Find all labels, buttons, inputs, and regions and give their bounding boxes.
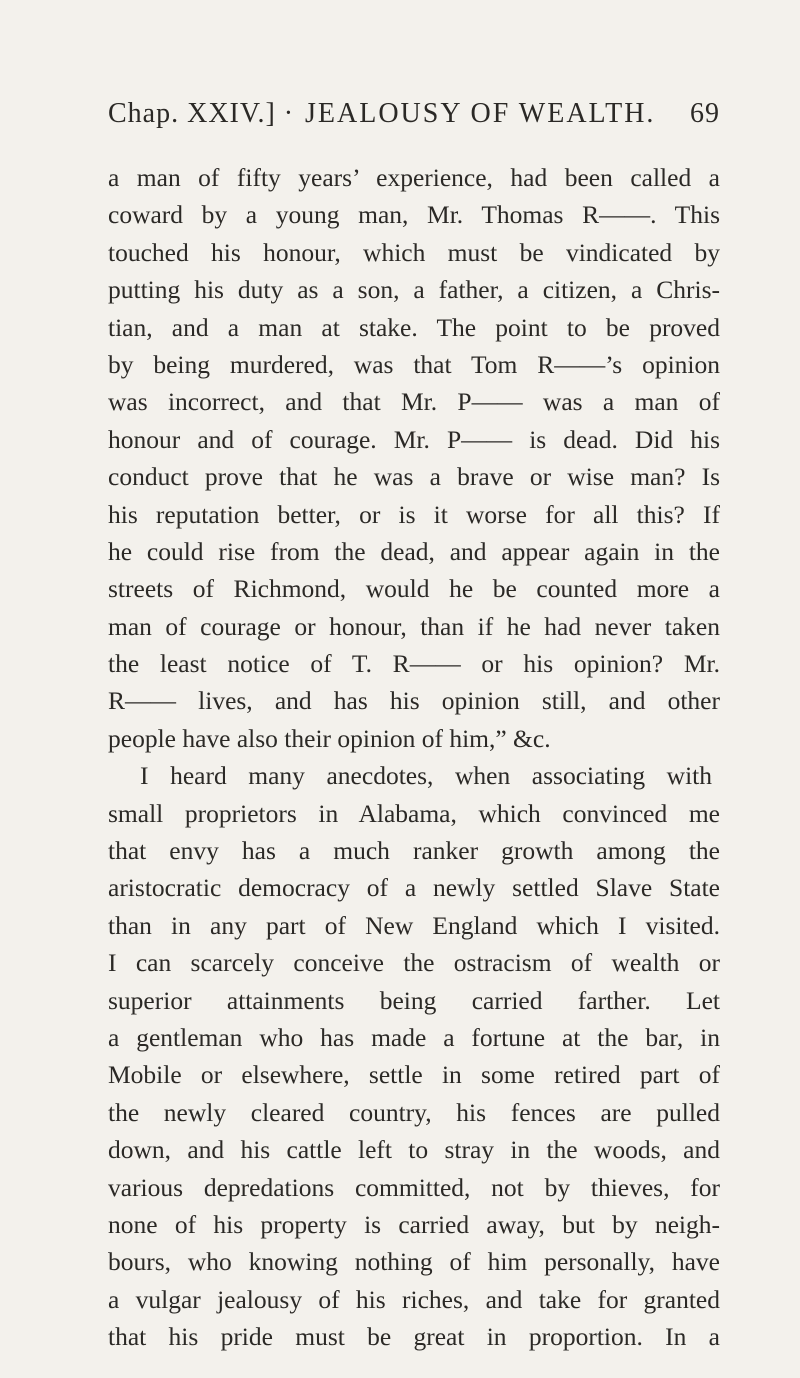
text-line: I can scarcely conceive the ostracism of wealth or	[108, 948, 720, 978]
text-line: conduct prove that he was a brave or wise man? Is	[108, 462, 720, 492]
text-line: a man of fifty years’ experience, had been called a	[108, 163, 720, 192]
text-line: the newly cleared country, his fences are pulled	[108, 1097, 720, 1127]
text-line: a vulgar jealousy of his riches, and take for granted	[108, 1284, 720, 1314]
text-line: none of his property is carried away, but by neigh-	[108, 1209, 720, 1239]
text-line: touched his honour, which must be vindicated by	[108, 237, 720, 267]
text-line: putting his duty as a son, a father, a citizen, a Chris-	[108, 275, 720, 305]
text-line: superior attainments being carried farther. Let	[108, 985, 720, 1015]
text-line: that envy has a much ranker growth among the	[108, 836, 720, 866]
text-line: bours, who knowing nothing of him personally, have	[108, 1247, 720, 1277]
text-line: honour and of courage. Mr. P—— is dead. Did his	[108, 424, 720, 454]
text-line: was incorrect, and that Mr. P—— was a man of	[108, 387, 720, 417]
text-line: than in any part of New England which I visited.	[108, 910, 720, 940]
text-line: that his pride must be great in proportion. In a	[108, 1322, 720, 1352]
text-line: the least notice of T. R—— or his opinion? Mr.	[108, 649, 720, 679]
running-title: JEALOUSY OF WEALTH.	[305, 98, 656, 129]
text-line: man of courage or honour, than if he had never taken	[108, 611, 720, 641]
text-line: his reputation better, or is it worse for all this? If	[108, 499, 720, 529]
text-line: a gentleman who has made a fortune at the bar, in	[108, 1022, 720, 1052]
text-line: tian, and a man at stake. The point to be proved	[108, 312, 720, 342]
text-line: he could rise from the dead, and appear again in the	[108, 536, 720, 566]
text-line: people have also their opinion of him,” &c.	[108, 723, 551, 753]
text-line: small proprietors in Alabama, which convinced me	[108, 798, 720, 828]
body-text	[108, 159, 720, 1356]
text-line: aristocratic democracy of a newly settled Slave State	[108, 873, 720, 903]
text-line: down, and his cattle left to stray in the woods, and	[108, 1135, 720, 1165]
text-line: coward by a young man, Mr. Thomas R——. This	[108, 200, 720, 230]
page-number: 69	[690, 98, 720, 129]
text-line: I heard many anecdotes, when associating with	[140, 761, 712, 791]
text-line: by being murdered, was that Tom R——’s opinion	[108, 349, 720, 379]
text-line: various depredations committed, not by thieves, for	[108, 1172, 720, 1202]
text-line: streets of Richmond, would he be counted more a	[108, 574, 720, 604]
text-line: R—— lives, and has his opinion still, and other	[108, 686, 720, 716]
running-head	[108, 98, 720, 138]
chapter-label: Chap. XXIV.] ·	[108, 98, 295, 129]
text-line: Mobile or elsewhere, settle in some retired part of	[108, 1060, 720, 1090]
